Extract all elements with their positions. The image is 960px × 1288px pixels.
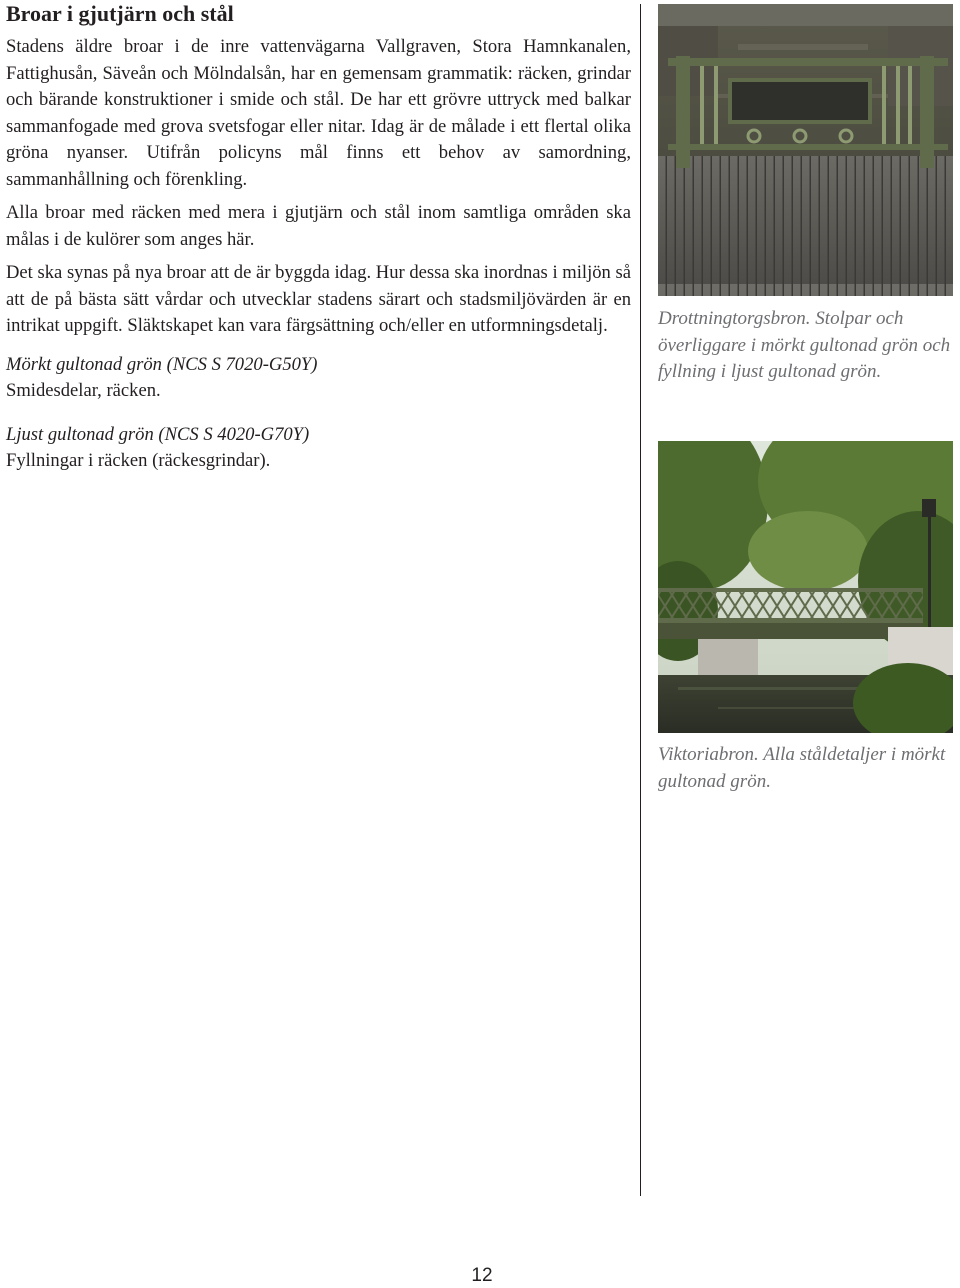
drottningtorgsbron-image xyxy=(658,4,953,296)
color-heading-light: Ljust gultonad grön (NCS S 4020-G70Y) xyxy=(6,423,310,445)
column-divider xyxy=(640,4,641,1196)
photo-drottningtorgsbron xyxy=(658,4,953,296)
viktoriabron-image xyxy=(658,441,953,733)
color-usage-dark: Smidesdelar, räcken. xyxy=(6,380,161,401)
color-spec-light xyxy=(6,422,631,475)
body-paragraph-2: Alla broar med räcken med mera i gjutjärn och stål inom samtliga områden ska målas i de kulörer som anges här. xyxy=(6,202,631,250)
caption-drottningtorgsbron: Drottningtorgsbron. Stolpar och överliggare i mörkt gultonad grön och fyllning i ljust gultonad grön. xyxy=(658,308,951,382)
body-paragraph-3: Det ska synas på nya broar att de är byggda idag. Hur dessa ska inordnas i miljön så att de på bästa sätt vårdar och utvecklar stadens särart och stadsmiljövärden är en intrikat uppgift. Släktskapet kan vara färgsättning och/eller en utformningsdetalj. xyxy=(6,262,631,336)
color-usage-light: Fyllningar i räcken (räckesgrindar). xyxy=(6,450,271,471)
photo-viktoriabron xyxy=(658,441,953,733)
color-heading-dark: Mörkt gultonad grön (NCS S 7020-G50Y) xyxy=(6,353,318,375)
main-column xyxy=(6,34,631,475)
color-spec-dark xyxy=(6,352,631,405)
section-title: Broar i gjutjärn och stål xyxy=(6,1,234,26)
body-paragraph-1: Stadens äldre broar i de inre vattenvägarna Vallgraven, Stora Hamnkanalen, Fattighusån, Säveån och Mölndalsån, har en gemensam grammatik: räcken, grindar och bärande konstruktioner i smide och stål. De har ett grövre uttryck med balkar sammanfogade med grova svetsfogar eller nitar. Idag är de målade i ett flertal olika gröna nyanser. Utifrån policyns mål finns ett behov av samordning, sammanhållning och förenkling. xyxy=(6,36,631,190)
page-number: 12 xyxy=(471,1265,493,1286)
caption-viktoriabron: Viktoriabron. Alla ståldetaljer i mörkt gultonad grön. xyxy=(658,744,946,792)
